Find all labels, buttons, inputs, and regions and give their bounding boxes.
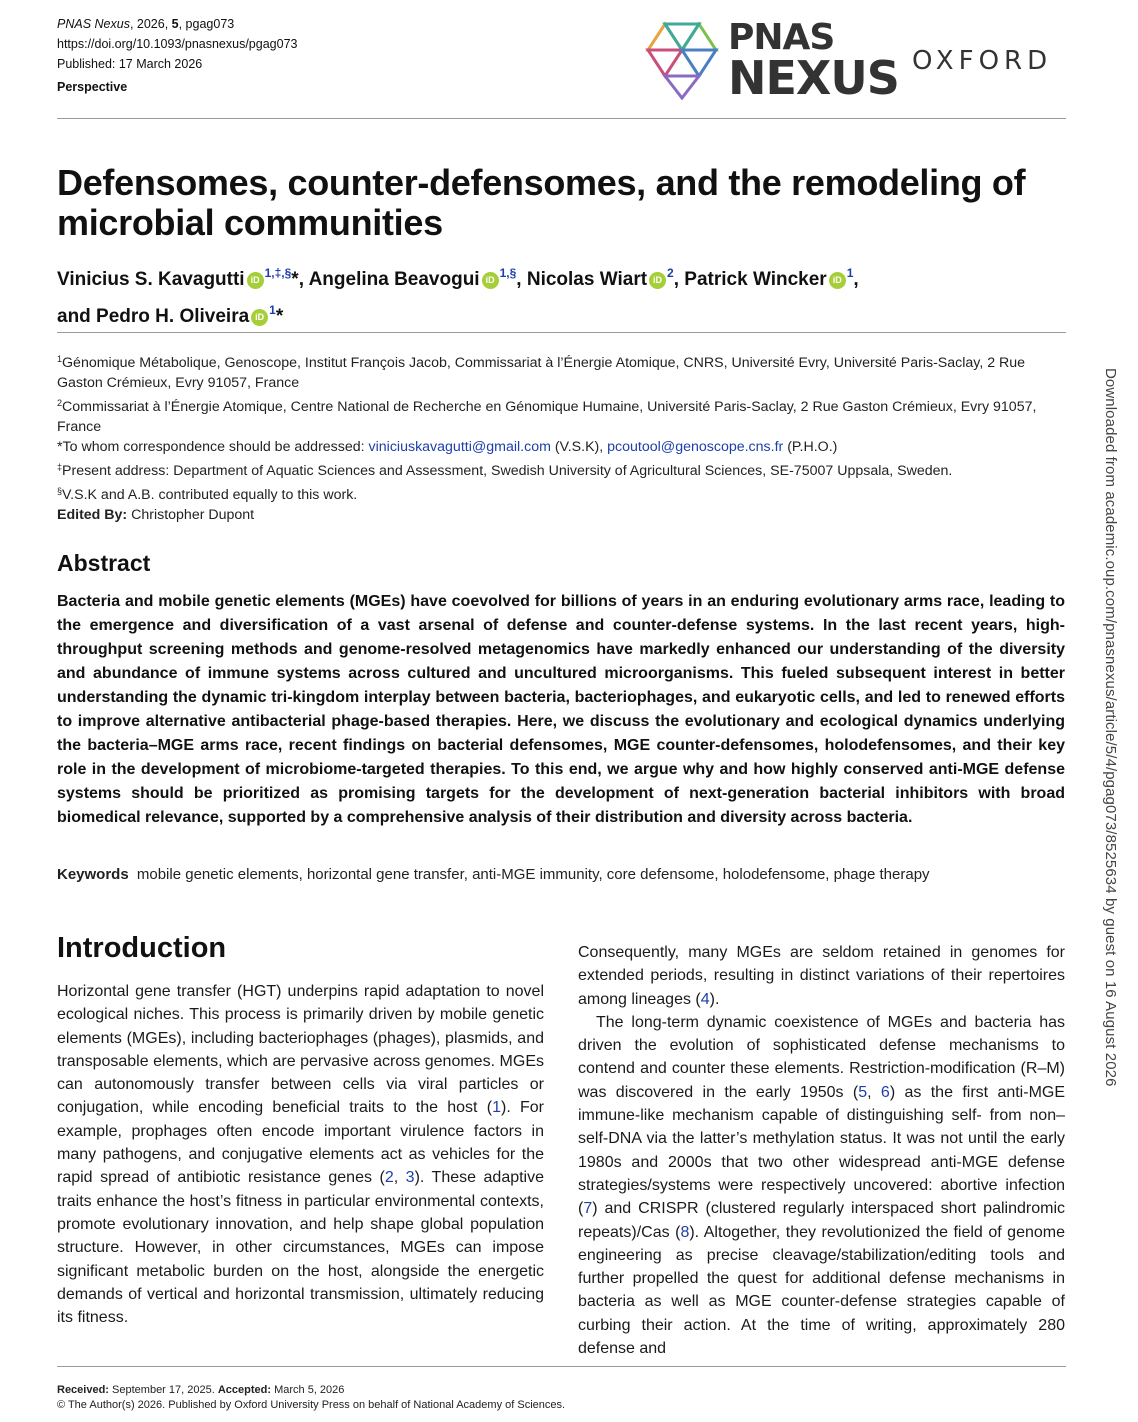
reference-link[interactable]: 4 — [700, 990, 710, 1008]
published-date: Published: 17 March 2026 — [57, 57, 203, 71]
orcid-icon[interactable]: iD — [829, 272, 846, 289]
orcid-icon[interactable]: iD — [482, 272, 499, 289]
journal-name: PNAS Nexus — [57, 17, 130, 31]
body-column-right — [578, 941, 1065, 1360]
authors-divider — [57, 332, 1066, 333]
article-meta — [57, 14, 297, 97]
keywords-label: Keywords — [57, 866, 129, 883]
correspondence: *To whom correspondence should be addressed: viniciuskavagutti@gmail.com (V.S.K), pcoutool@genoscope.cns.fr (P.H.O.) — [57, 439, 838, 455]
reference-link[interactable]: 1 — [492, 1099, 501, 1117]
introduction-heading: Introduction — [57, 932, 227, 964]
doi-link[interactable]: https://doi.org/10.1093/pnasnexus/pgag073 — [57, 37, 298, 51]
reference-link[interactable]: 7 — [583, 1200, 593, 1218]
citation-line: PNAS Nexus, 2026, 5, pgag073 — [57, 17, 235, 31]
publisher-logos — [644, 17, 1074, 105]
affiliation-1: $^1$Génomique Métabolique, Genoscope, Institut François Jacob, Commissariat à l’Énergie Atomique, CNRS, Université Evry, Université Paris-Saclay, 2 Rue Gaston Crémieux, Evry 91057, France — [57, 354, 1026, 391]
header-divider — [57, 118, 1066, 119]
dates: Received: September 17, 2025. Accepted: March 5, 2026 — [57, 1384, 345, 1396]
author[interactable]: and Pedro H. Oliveira iD $^1$* — [57, 303, 284, 327]
affiliation-2: $^2$Commissariat à l’Énergie Atomique, Centre National de Recherche en Génomique Humaine, Université Paris-Saclay, 2 Rue Gaston Crémieux, Evry 91057, France — [57, 398, 1037, 435]
orcid-icon[interactable]: iD — [251, 309, 268, 326]
oxford-wordmark: OXFORD — [912, 46, 1053, 76]
orcid-icon[interactable]: iD — [247, 272, 264, 289]
volume: 5 — [171, 17, 179, 31]
paragraph: Horizontal gene transfer (HGT) underpins rapid adaptation to novel ecological niches. This process is primarily driven by mobile genetic elements (MGEs), including bacteriophages (phages), plasmids, and transposable elements, which are pervasive across genomes. MGEs can autonomously transfer between cells via viral particles or conjugation, while encoding beneficial traits to the host (1). For example, prophages often encode important virulence factors in many pathogens, and conjugative elements act as vehicles for the rapid spread of antibiotic resistance genes (2, 3). These adaptive traits enhance the host’s fitness in particular environmental contexts, promote evolutionary innovation, and help shape global population structure. However, in other circumstances, MGEs can impose significant metabolic burden on the host, alongside the energetic demands of vertical and horizontal transmission, ultimately reducing its fitness. — [57, 983, 545, 1327]
reference-link[interactable]: 6 — [880, 1083, 890, 1101]
keywords-text: mobile genetic elements, horizontal gene transfer, anti-MGE immunity, core defensome, holodefensome, phage therapy — [136, 866, 930, 883]
abstract-text: Bacteria and mobile genetic elements (MGEs) have coevolved for billions of years in an enduring evolutionary arms race, leading to the emergence and diversification of a vast arsenal of defense and counter-defense systems. In the last recent years, high-throughput screening methods and genome-resolved metagenomics have markedly enhanced our understanding of the diversity and abundance of immune systems across cultured and uncultured microorganisms. This fueled subsequent interest in better understanding the dynamic tri-kingdom interplay between bacteria, bacteriophages, and eukaryotic cells, and led to renewed efforts to improve alternative antibacterial phage-based therapies. Here, we discuss the evolutionary and ecological dynamics underlying the bacteria–MGE arms race, recent findings on bacterial defensomes, MGE counter-defensomes, holodefensomes, and their key role in the development of microbiome-targeted therapies. To this end, we argue why and how highly conserved anti-MGE defense systems should be prioritized as promising targets for the development of next-generation bacterial inhibitors with broad biomedical relevance, supported by a comprehensive analysis of their distribution and diversity across bacteria. — [57, 593, 1065, 826]
keywords — [57, 866, 1067, 883]
download-stamp: Downloaded from academic.oup.com/pnasnexus/article/5/4/pgag073/8525634 by guest on 16 August 2026 — [1102, 368, 1119, 1087]
equal-contribution: §V.S.K and A.B. contributed equally to this work. — [57, 486, 358, 503]
pnas-nexus-logo-icon — [644, 20, 720, 100]
article-title: Defensomes, counter-defensomes, and the remodeling of microbial communities — [57, 162, 1026, 243]
footer-divider — [57, 1366, 1066, 1367]
paragraph: The long-term dynamic coexistence of MGEs and bacteria has driven the evolution of sophisticated defense mechanisms to contend and counter these elements. Restriction-modification (R–M) was discovered in the early 1950s (5, 6) as the first anti-MGE immune-like mechanism capable of distinguishing self- from non–self-DNA via the latter’s methylation status. It was not until the early 1980s and 2000s that two other widespread anti-MGE defense strategies/systems were respectively uncovered: abortive infection (7) and CRISPR (clustered regularly interspaced short palindromic repeats)/Cas (8). Altogether, they revolutionized the field of genome engineering as precise cleavage/stabilization/editing tools and further propelled the quest for additional defense mechanisms in bacteria as well as MGE counter-defense strategies capable of curbing their action. At the time of writing, approximately 280 defense and — [578, 1013, 1066, 1358]
paragraph: Consequently, many MGEs are seldom retained in genomes for extended periods, resulting in distinct variations of their repertoires among lineages (4). — [578, 944, 1065, 1008]
copyright: © The Author(s) 2026. Published by Oxford University Press on behalf of National Academy of Sciences. — [57, 1399, 566, 1411]
author[interactable]: Vinicius S. Kavagutti iD $^{1,\ddagger,\S}$* — [57, 266, 299, 290]
email-link[interactable]: viniciuskavagutti@gmail.com — [368, 439, 551, 455]
footer-notes — [57, 1383, 1067, 1413]
reference-link[interactable]: 2 — [384, 1169, 394, 1187]
author-list: Vinicius S. Kavagutti iD $^{1,\ddagger,\S}$*, Angelina Beavogui iD $^{1,\S}$, Nicolas Wiart iD $^2$, Patrick Wincker iD $^1$, and Pedro H. Oliveira iD $^1$* — [57, 266, 859, 327]
reference-link[interactable]: 5 — [858, 1083, 868, 1101]
pnas-nexus-wordmark: PNAS NEXUS — [728, 17, 899, 105]
author[interactable]: Patrick Wincker iD $^1$ — [684, 266, 854, 290]
orcid-icon[interactable]: iD — [649, 272, 666, 289]
affiliations — [57, 349, 1069, 525]
reference-link[interactable]: 8 — [680, 1223, 690, 1241]
email-link[interactable]: pcoutool@genoscope.cns.fr — [607, 439, 784, 455]
author[interactable]: Nicolas Wiart iD $^2$ — [526, 266, 674, 290]
body-column-left — [57, 980, 544, 1329]
article-type: Perspective — [57, 80, 128, 94]
abstract-heading: Abstract — [57, 550, 151, 576]
reference-link[interactable]: 3 — [405, 1169, 415, 1187]
author[interactable]: Angelina Beavogui iD $^{1,\S}$ — [308, 266, 517, 290]
edited-by: Edited By: Christopher Dupont — [57, 507, 255, 523]
present-address: ‡Present address: Department of Aquatic Sciences and Assessment, Swedish University of Agricultural Sciences, SE-75007 Uppsala, Sweden. — [57, 462, 953, 479]
